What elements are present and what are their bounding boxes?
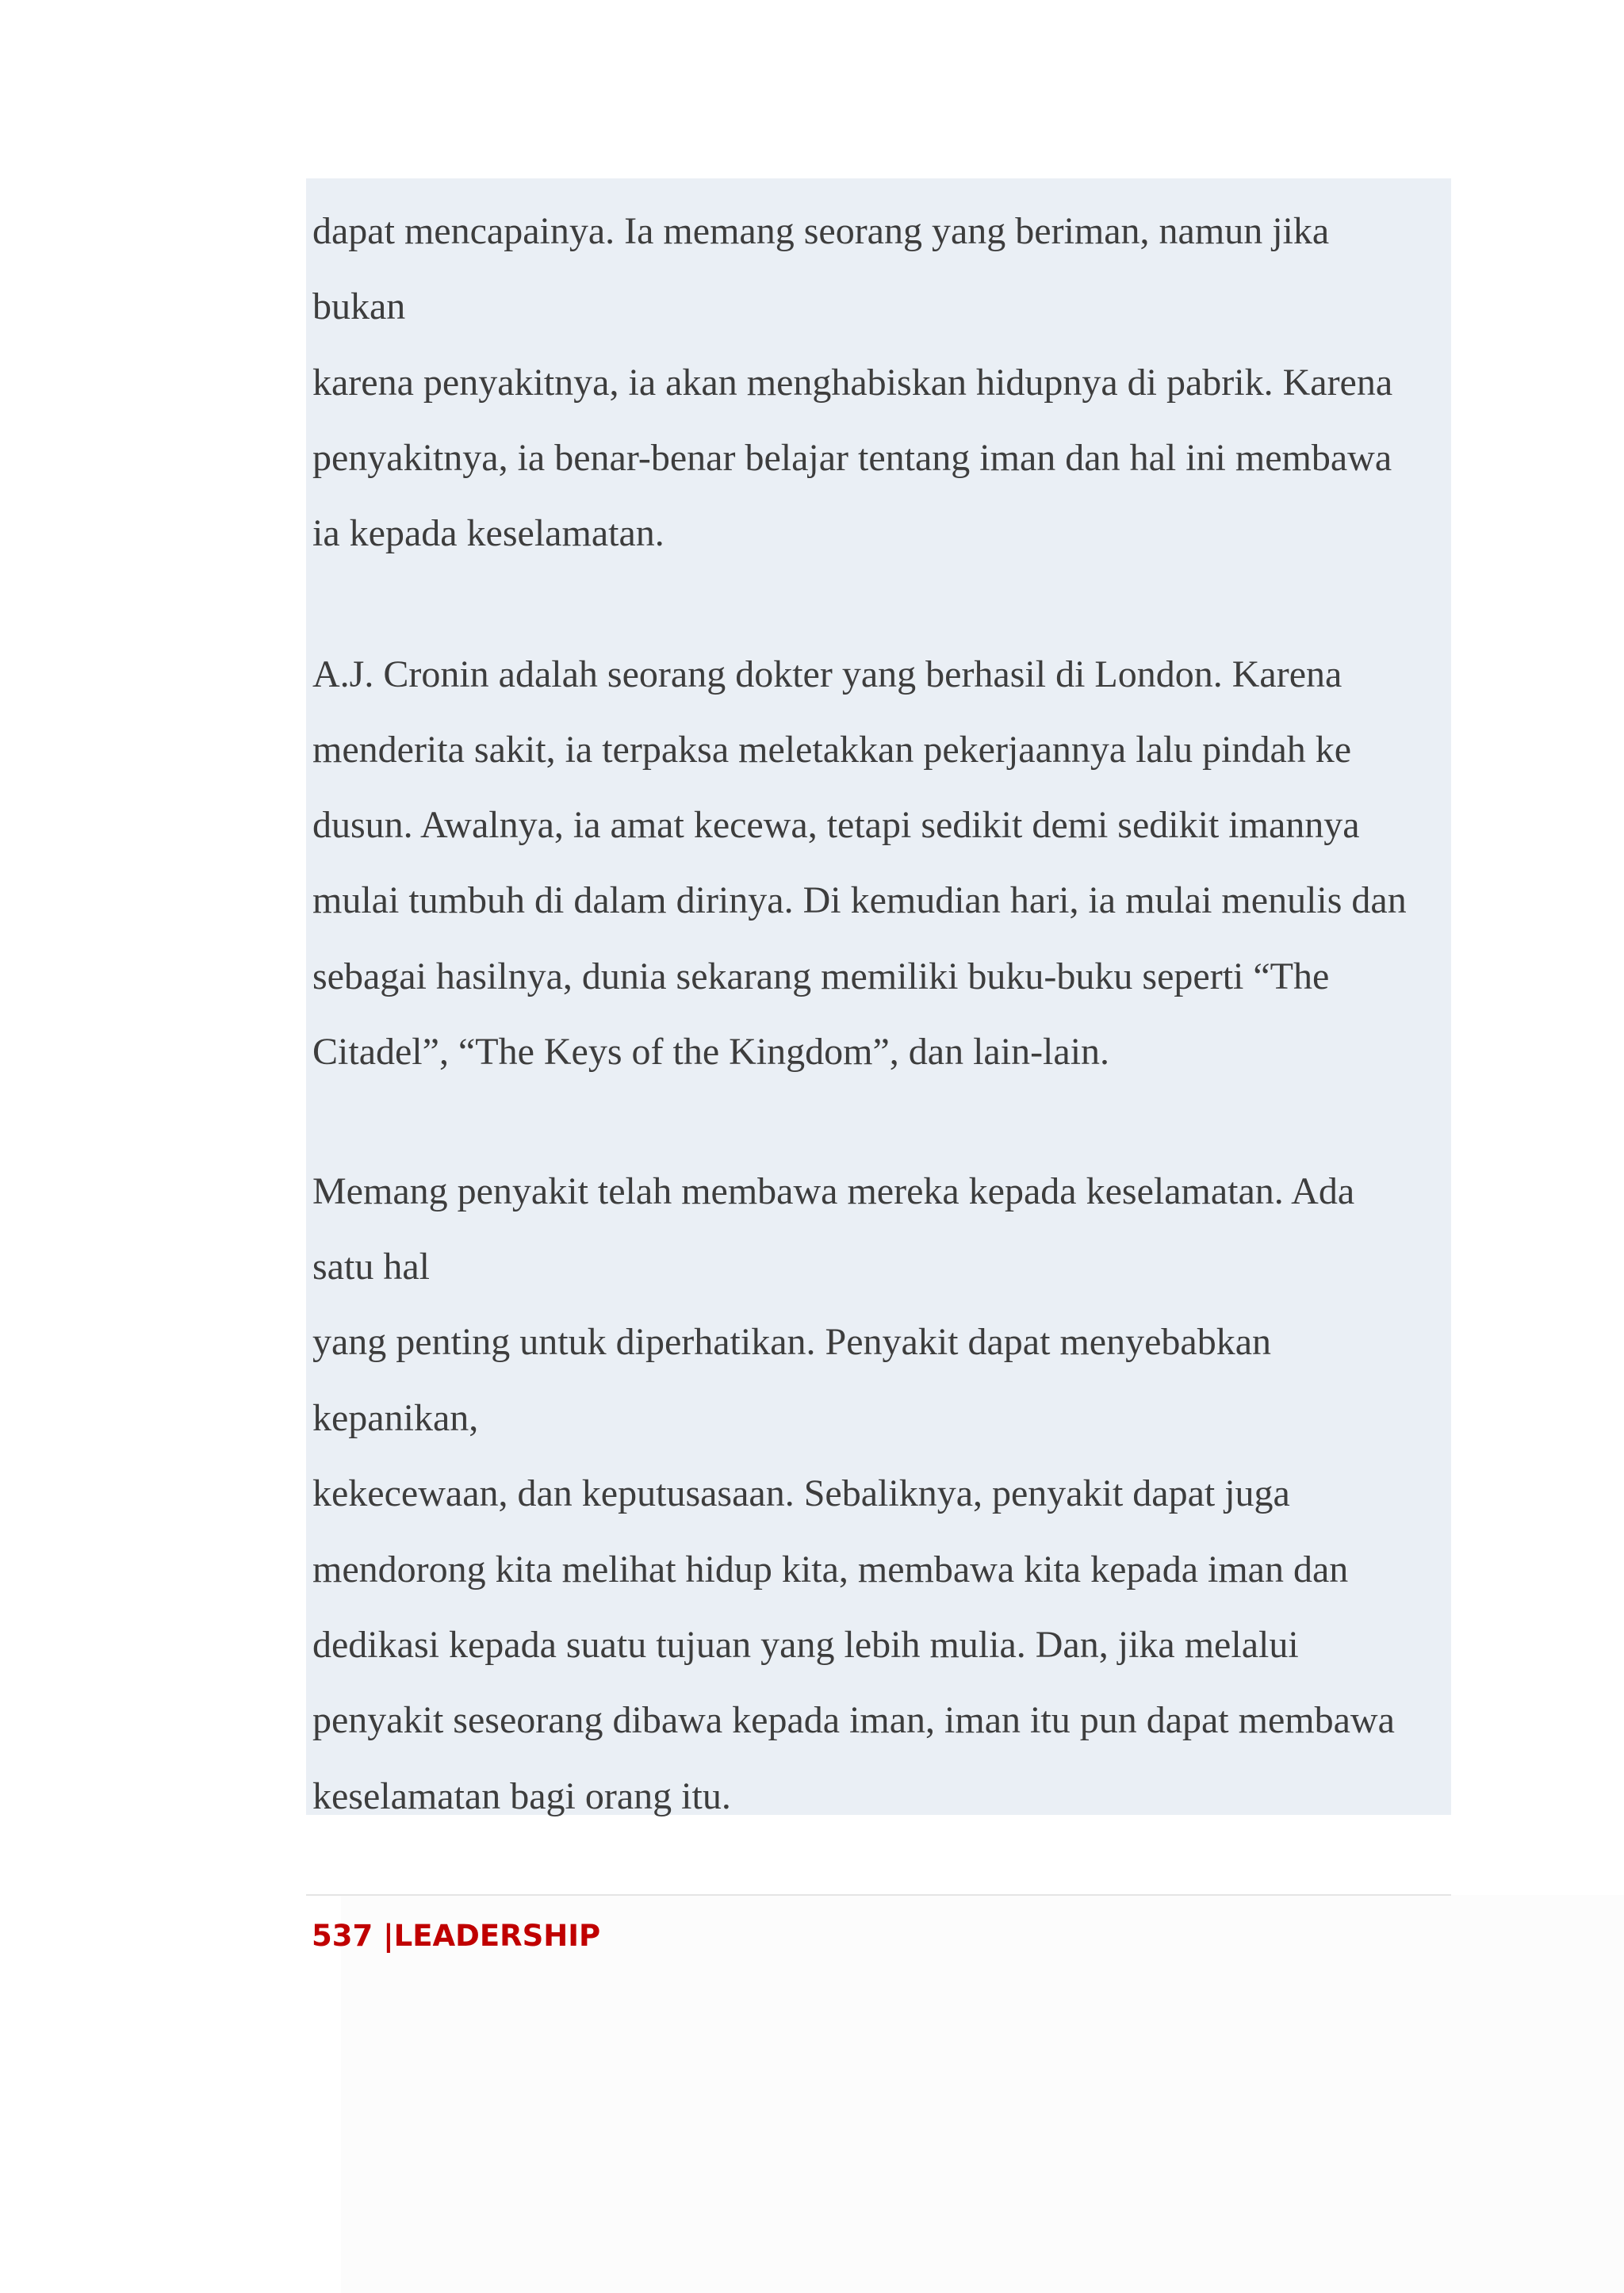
body-line: dusun. Awalnya, ia amat kecewa, tetapi sedikit demi sedikit imannya — [312, 804, 1360, 846]
page-background-shade — [341, 1895, 1624, 2293]
body-line: kepanikan, — [312, 1397, 479, 1439]
body-line: keselamatan bagi orang itu. — [312, 1775, 731, 1817]
body-line: Memang penyakit telah membawa mereka kepada keselamatan. Ada — [312, 1170, 1355, 1212]
body-line: yang penting untuk diperhatikan. Penyakit dapat menyebabkan — [312, 1321, 1271, 1363]
page-footer-label: 537 |LEADERSHIP — [312, 1919, 601, 1953]
body-line: bukan — [312, 285, 406, 327]
body-line: ia kepada keselamatan. — [312, 512, 665, 554]
body-line: karena penyakitnya, ia akan menghabiskan hidupnya di pabrik. Karena — [312, 362, 1393, 404]
body-line: mulai tumbuh di dalam dirinya. Di kemudian hari, ia mulai menulis dan — [312, 879, 1407, 921]
body-line: menderita sakit, ia terpaksa meletakkan pekerjaannya lalu pindah ke — [312, 729, 1352, 771]
body-line: penyakitnya, ia benar-benar belajar tentang iman dan hal ini membawa — [312, 437, 1392, 479]
body-line: penyakit seseorang dibawa kepada iman, iman itu pun dapat membawa — [312, 1699, 1395, 1741]
body-line: dedikasi kepada suatu tujuan yang lebih mulia. Dan, jika melalui — [312, 1624, 1299, 1666]
body-line: kekecewaan, dan keputusasaan. Sebaliknya, penyakit dapat juga — [312, 1472, 1290, 1514]
body-line: dapat mencapainya. Ia memang seorang yang beriman, namun jika — [312, 210, 1330, 252]
body-line: mendorong kita melihat hidup kita, membawa kita kepada iman dan — [312, 1548, 1349, 1591]
body-line: Citadel”, “The Keys of the Kingdom”, dan lain-lain. — [312, 1031, 1110, 1073]
body-line: A.J. Cronin adalah seorang dokter yang berhasil di London. Karena — [312, 653, 1342, 695]
body-line: sebagai hasilnya, dunia sekarang memiliki buku-buku seperti “The — [312, 955, 1330, 997]
footer-divider — [306, 1894, 1451, 1896]
body-line: satu hal — [312, 1246, 430, 1288]
